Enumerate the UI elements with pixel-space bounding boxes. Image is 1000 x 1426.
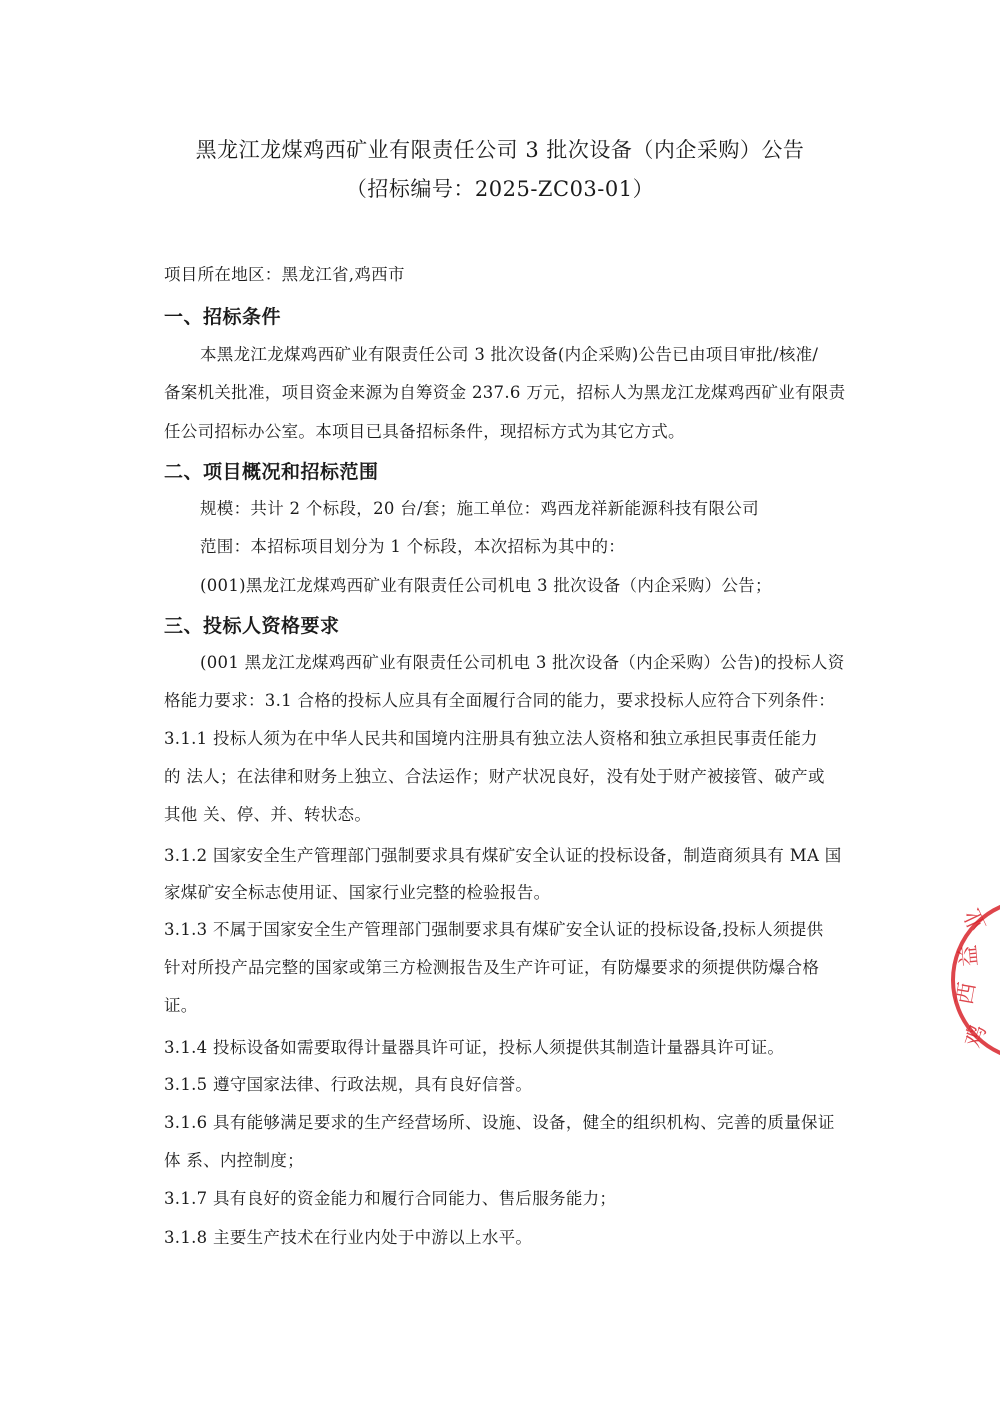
paragraph-line: 体 系、内控制度； — [164, 1151, 304, 1170]
paragraph-line: 本黑龙江龙煤鸡西矿业有限责任公司 3 批次设备(内企采购)公告已由项目审批/核准/ — [200, 345, 819, 364]
paragraph-line: 3.1.3 不属于国家安全生产管理部门强制要求具有煤矿安全认证的投标设备,投标人须提供 — [164, 920, 824, 939]
paragraph-line: 家煤矿安全标志使用证、国家行业完整的检验报告。 — [164, 883, 551, 902]
paragraph-line: 3.1.1 投标人须为在中华人民共和国境内注册具有独立法人资格和独立承担民事责任能力 — [164, 729, 818, 748]
paragraph-line: 任公司招标办公室。本项目已具备招标条件，现招标方式为其它方式。 — [164, 422, 685, 441]
svg-text:鸡: 鸡 — [960, 1021, 992, 1051]
document-title: 黑龙江龙煤鸡西矿业有限责任公司 3 批次设备（内企采购）公告 — [195, 138, 805, 162]
paragraph-line: 备案机关批准，项目资金来源为自筹资金 237.6 万元，招标人为黑龙江龙煤鸡西矿业有限责 — [164, 383, 846, 402]
svg-text:益: 益 — [955, 943, 983, 968]
project-region: 项目所在地区：黑龙江省,鸡西市 — [164, 265, 405, 284]
section-heading-2: 二、项目概况和招标范围 — [164, 461, 379, 483]
paragraph-line: (001)黑龙江龙煤鸡西矿业有限责任公司机电 3 批次设备（内企采购）公告； — [200, 576, 772, 595]
seal-stamp-icon — [948, 895, 1000, 1065]
paragraph-line: 3.1.7 具有良好的资金能力和履行合同能力、售后服务能力； — [164, 1189, 617, 1208]
paragraph-line: 规模：共计 2 个标段，20 台/套；施工单位：鸡西龙祥新能源科技有限公司 — [200, 499, 759, 518]
paragraph-line: 针对所投产品完整的国家或第三方检测报告及生产许可证，有防爆要求的须提供防爆合格 — [164, 958, 820, 977]
svg-text:西: 西 — [952, 980, 982, 1007]
paragraph-line: 其他 关、停、并、转状态。 — [164, 805, 372, 824]
paragraph-line: 3.1.6 具有能够满足要求的生产经营场所、设施、设备，健全的组织机构、完善的质量保证 — [164, 1113, 835, 1132]
svg-text:业: 业 — [960, 904, 993, 935]
paragraph-line: 3.1.5 遵守国家法律、行政法规，具有良好信誉。 — [164, 1075, 533, 1094]
paragraph-line: (001 黑龙江龙煤鸡西矿业有限责任公司机电 3 批次设备（内企采购）公告)的投标人资 — [200, 653, 845, 672]
paragraph-line: 3.1.8 主要生产技术在行业内处于中游以上水平。 — [164, 1228, 533, 1247]
section-heading-1: 一、招标条件 — [164, 306, 282, 328]
paragraph-line: 的 法人；在法律和财务上独立、合法运作；财产状况良好，没有处于财产被接管、破产或 — [164, 767, 825, 786]
paragraph-line: 3.1.4 投标设备如需要取得计量器具许可证，投标人须提供其制造计量器具许可证。 — [164, 1038, 785, 1057]
official-seal — [948, 895, 1000, 1065]
paragraph-line: 范围：本招标项目划分为 1 个标段，本次招标为其中的： — [200, 537, 626, 556]
section-heading-3: 三、投标人资格要求 — [164, 615, 340, 637]
paragraph-line: 证。 — [164, 996, 198, 1015]
tender-code: （招标编号：2025-ZC03-01） — [345, 177, 655, 201]
paragraph-line: 格能力要求：3.1 合格的投标人应具有全面履行合同的能力，要求投标人应符合下列条件： — [164, 691, 836, 710]
paragraph-line: 3.1.2 国家安全生产管理部门强制要求具有煤矿安全认证的投标设备，制造商须具有 MA 国 — [164, 846, 842, 865]
